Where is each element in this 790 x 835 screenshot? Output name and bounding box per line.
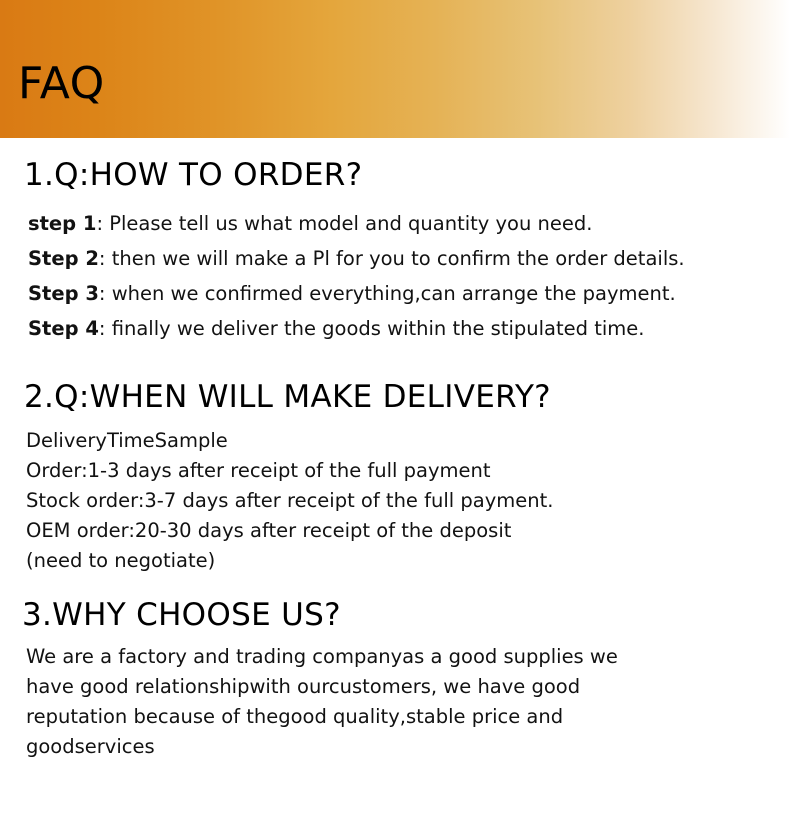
delivery-lines	[26, 426, 776, 576]
list-item	[28, 311, 776, 346]
step-text: : when we confirmed everything,can arrange the payment.	[98, 282, 676, 305]
step-text: : finally we deliver the goods within the stipulated time.	[98, 317, 645, 340]
page-title: FAQ	[18, 58, 105, 109]
why-choose-us-text	[26, 642, 726, 762]
step-label: step 1	[28, 212, 97, 235]
list-item	[28, 241, 776, 276]
step-label: Step 4	[28, 317, 99, 340]
list-item: OEM order:20-30 days after receipt of the deposit	[26, 519, 512, 542]
step-label: Step 3	[28, 282, 99, 305]
step-text: : Please tell us what model and quantity you need.	[96, 212, 593, 235]
list-item: DeliveryTimeSample	[26, 429, 228, 452]
question-heading-why-choose-us: 3.WHY CHOOSE US?	[22, 597, 341, 633]
paragraph-line: goodservices	[26, 735, 155, 758]
question-heading-order: 1.Q:HOW TO ORDER?	[24, 157, 363, 193]
order-steps-list	[28, 206, 776, 346]
step-label: Step 2	[28, 247, 99, 270]
paragraph-line: We are a factory and trading companyas a good supplies we	[26, 645, 618, 668]
list-item: Order:1-3 days after receipt of the full payment	[26, 459, 491, 482]
faq-banner	[0, 0, 790, 138]
list-item: Stock order:3-7 days after receipt of the full payment.	[26, 489, 554, 512]
faq-content	[0, 158, 790, 762]
list-item	[28, 276, 776, 311]
paragraph-line: reputation because of thegood quality,stable price and	[26, 705, 564, 728]
question-heading-delivery: 2.Q:WHEN WILL MAKE DELIVERY?	[24, 379, 551, 415]
list-item	[28, 206, 776, 241]
paragraph-line: have good relationshipwith ourcustomers, we have good	[26, 675, 581, 698]
list-item: (need to negotiate)	[26, 549, 216, 572]
step-text: : then we will make a Pl for you to confirm the order details.	[98, 247, 685, 270]
